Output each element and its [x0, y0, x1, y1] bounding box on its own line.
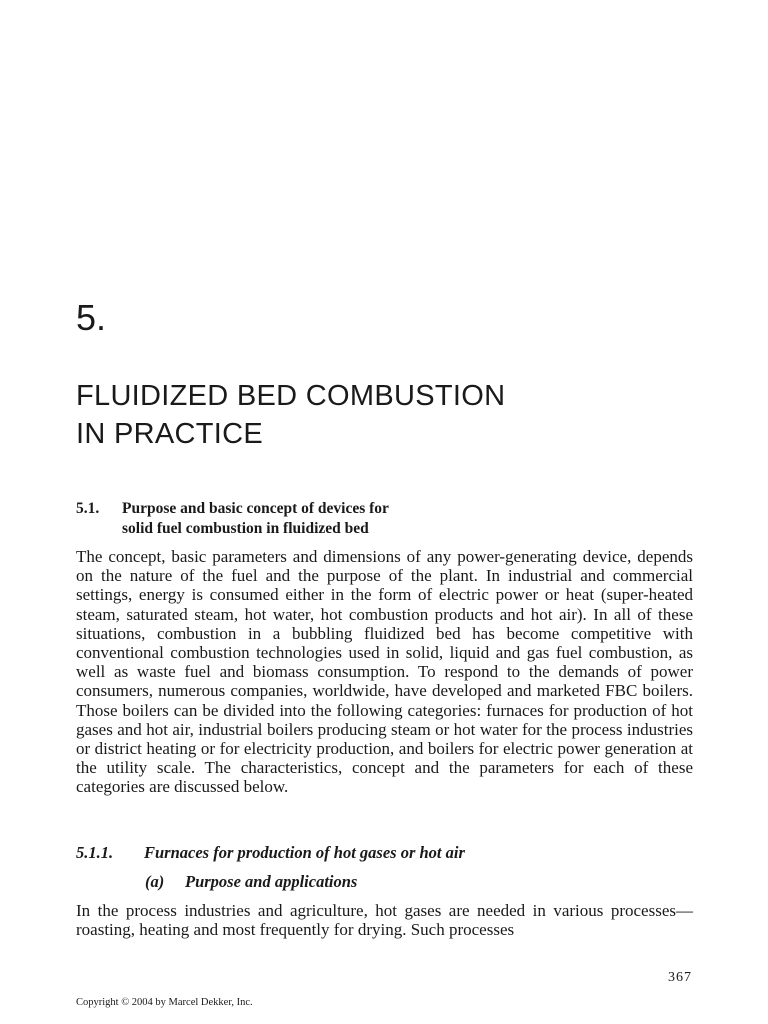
subsubsection-number: (a): [145, 872, 165, 891]
copyright-notice: Copyright © 2004 by Marcel Dekker, Inc.: [76, 997, 253, 1008]
section-heading: [76, 499, 389, 539]
subsection-heading: [76, 843, 465, 863]
section-number: 5.1.: [76, 500, 100, 517]
subsection-title: Furnaces for production of hot gases or hot air: [144, 843, 465, 862]
subsubsection-heading: [145, 872, 357, 892]
subsection-number: 5.1.1.: [76, 843, 114, 862]
body-paragraph-1: The concept, basic parameters and dimensions of any power-generating device, depends on the nature of the fuel and the purpose of the plant. In industrial and commercial settings, energy is consumed either in the form of electric power or heat (super-heated steam, saturated steam, hot water, hot combustion products and hot air). In all of these situations, combustion in a bubbling fluidized bed has become competitive with conventional combustion technologies used in solid, liquid and gas fuel combustion, as well as waste fuel and biomass consumption. To respond to the demands of power consumers, numerous companies, worldwide, have developed and marketed FBC boilers. Those boilers can be divided into the following categories: furnaces for production of hot gases and hot air, industrial boilers producing steam or hot water for the process industries or district heating or for electricity production, and boilers for electric power generation at the utility scale. The characteristics, concept and the parameters for each of these categories are discussed below.: [76, 547, 693, 797]
chapter-title-line-2: IN PRACTICE: [76, 418, 263, 450]
body-paragraph-2: In the process industries and agriculture, hot gases are needed in various processes—roasting, heating and most frequently for drying. Such processes: [76, 901, 693, 940]
section-title-line-2: solid fuel combustion in fluidized bed: [122, 520, 369, 537]
chapter-title-line-1: FLUIDIZED BED COMBUSTION: [76, 380, 506, 412]
section-title-line-1: Purpose and basic concept of devices for: [122, 500, 389, 517]
chapter-title: [76, 377, 505, 453]
page-number: 367: [668, 970, 692, 985]
subsubsection-title: Purpose and applications: [185, 872, 358, 891]
chapter-number: 5.: [76, 297, 107, 338]
